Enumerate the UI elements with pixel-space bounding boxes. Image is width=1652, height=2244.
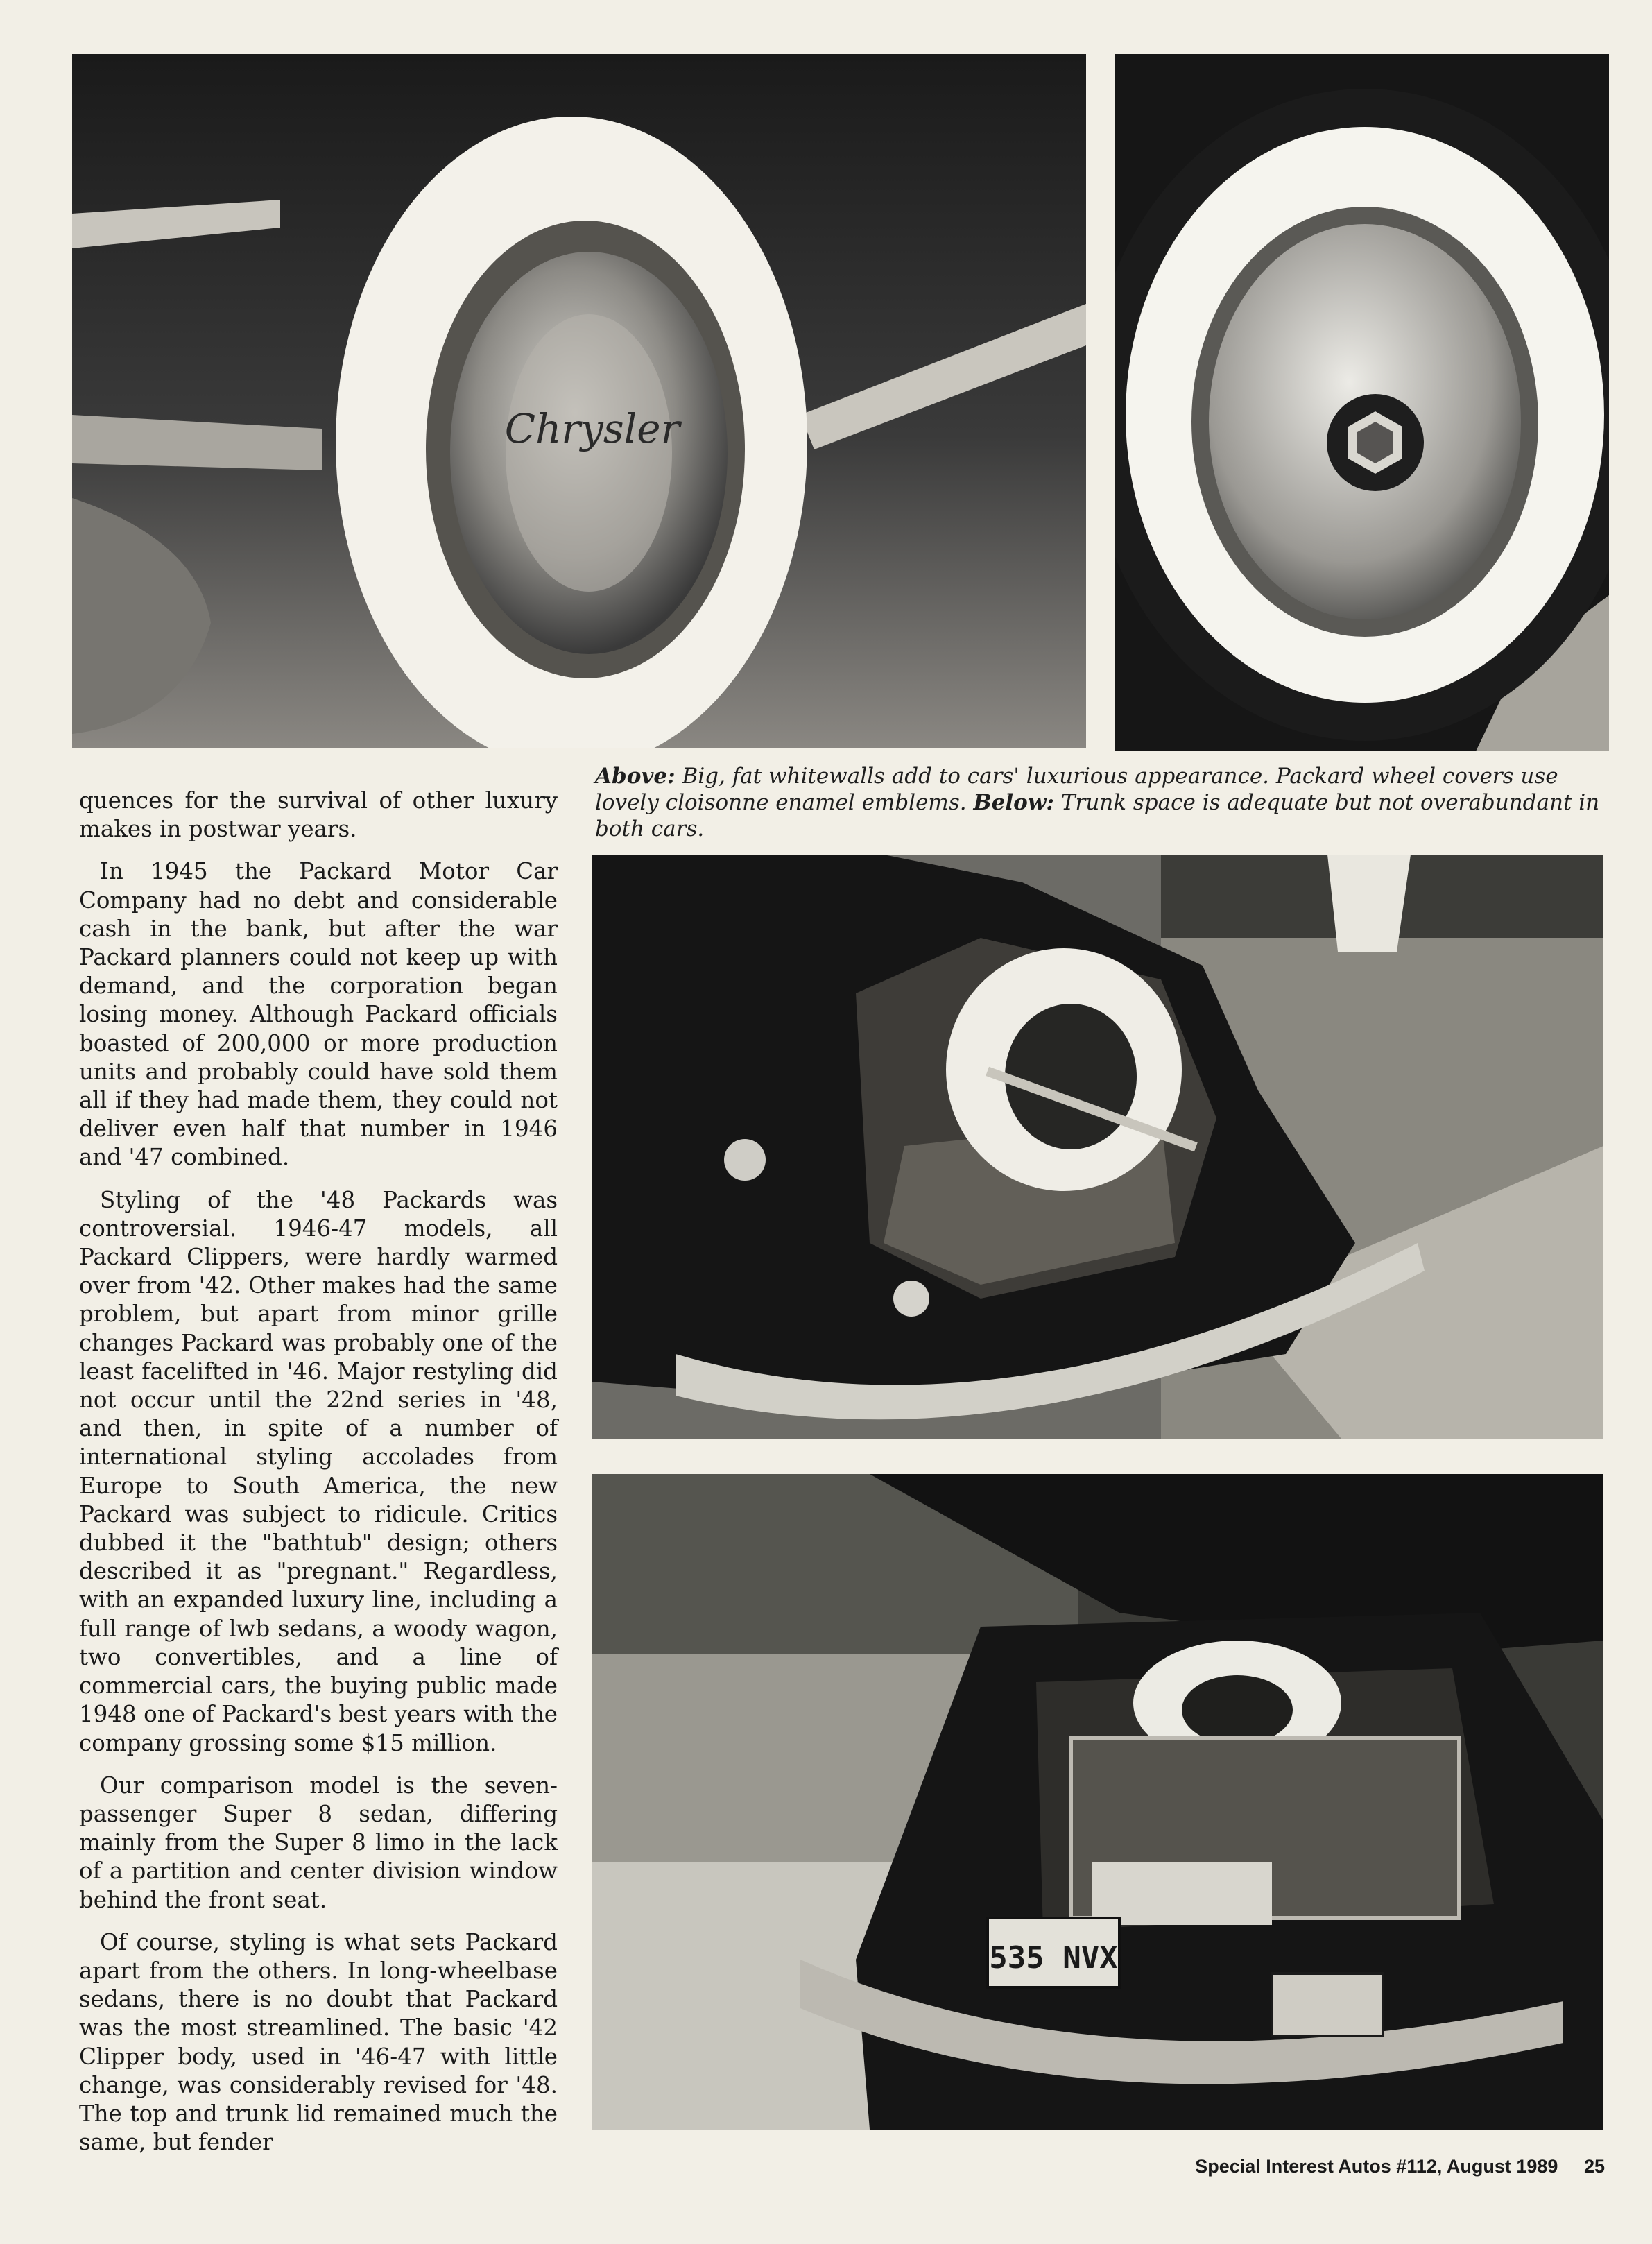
article-paragraph: Our comparison model is the seven-passenger Super 8 sedan, differing mainly from the Super 8 limo in the lack of a partition and center division window behind the front seat. [79,1772,558,1913]
article-body [79,787,558,2170]
trunk-packard-image [592,1474,1603,2130]
chrysler-emblem-script: Chrysler [504,405,680,452]
photo-caption [595,763,1609,842]
caption-above-text: Big, fat whitewalls add to cars' luxurious appearance. Packard wheel covers use lovely cloisonne enamel emblems. [595,764,1558,815]
article-paragraph: Styling of the '48 Packards was controversial. 1946-47 models, all Packard Clippers, were hardly warmed over from '42. Other makes had the same problem, but apart from minor grille changes Packard was probably one of the least facelifted in '46. Major restyling did not occur until the 22nd series in '48, and then, in spite of a number of international styling accolades from Europe to South America, the new Packard was subject to ridicule. Critics dubbed it the "bathtub" design; others described it as "pregnant." Regardless, with an expanded luxury line, including a full range of lwb sedans, a woody wagon, two convertibles, and a line of commercial cars, the buying public made 1948 one of Packard's best years with the company grossing some $15 million. [79,1186,558,1756]
caption-below-text: Trunk space is adequate but not overabundant in both cars. [595,790,1600,841]
packard-wheel-image [1115,54,1609,751]
caption-above-label: Above: [595,764,676,789]
page-number: 25 [1583,2156,1605,2177]
photo-chrysler-whitewall-wheel [72,54,1086,748]
photo-open-trunk-packard [592,1474,1603,2130]
trunk-chrysler-image [592,855,1603,1439]
chrysler-wheel-image [72,54,1086,748]
page-footer [1195,2156,1605,2177]
article-paragraph: Of course, styling is what sets Packard apart from the others. In long-wheelbase sedans, there is no doubt that Packard was the most streamlined. The basic '42 Clipper body, used in '46-47 with little change, was considerably revised for '48. The top and trunk lid remained much the same, but fender [79,1928,558,2156]
photo-packard-whitewall-wheel [1115,54,1609,751]
publication-info: Special Interest Autos #112, August 1989 [1195,2156,1558,2177]
caption-below-label: Below: [973,790,1054,815]
article-paragraph: In 1945 the Packard Motor Car Company had no debt and considerable cash in the bank, but after the war Packard planners could not keep up with demand, and the corporation began losing money. Although Packard officials boasted of 200,000 or more production units and probably could have sold them all if they had made them, they could not deliver even half that number in 1946 and '47 combined. [79,858,558,1171]
license-plate-number: 535 NVX [989,1940,1118,1976]
photo-open-trunk-chrysler [592,855,1603,1439]
article-paragraph: quences for the survival of other luxury makes in postwar years. [79,787,558,843]
